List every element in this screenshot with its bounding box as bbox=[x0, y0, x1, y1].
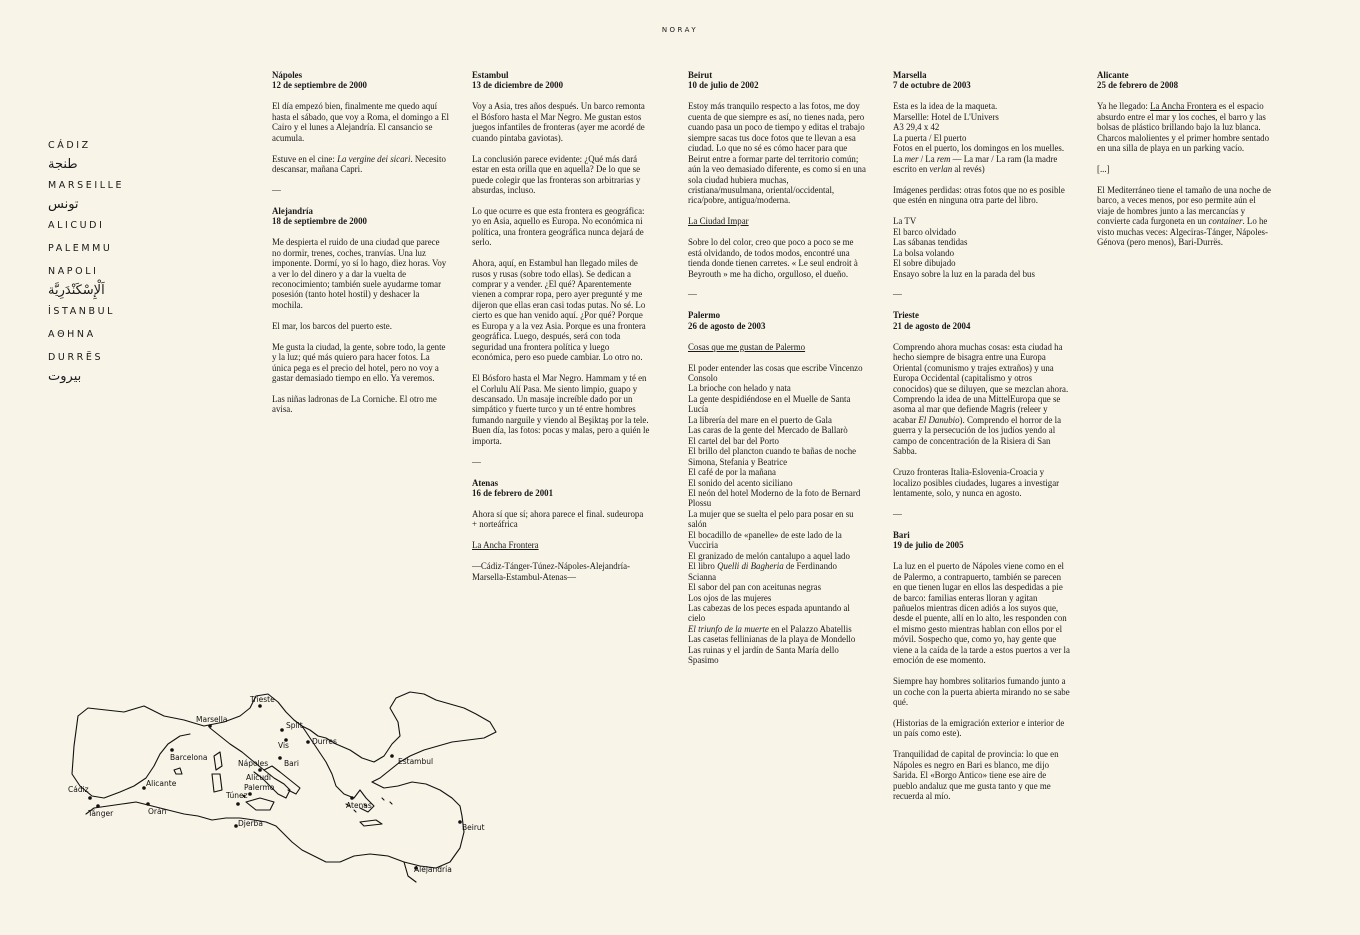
entry-paragraph: Tranquilidad de capital de provincia: lo que en Nápoles es negro en Bari es blanco, me dijo Sarida. El «Borgo Antico» tiene ese aire de pueblo andaluz que me gusta tanto y que me recuerda al mío. bbox=[893, 749, 1059, 802]
entry-date: 12 de septiembre de 2000 bbox=[272, 80, 367, 91]
journal-column-2 bbox=[472, 70, 650, 592]
map-label: Djerba bbox=[238, 819, 263, 828]
entry-paragraph: Cruzo fronteras Italia-Eslovenia-Croacia y localizo posibles ciudades, lugares a investigar lentamente, solo, y nunca en agosto. bbox=[893, 467, 1060, 499]
entry-separator: — bbox=[893, 508, 902, 519]
city-item: NAPOLI bbox=[48, 266, 99, 277]
entry-place: Trieste bbox=[893, 310, 919, 321]
map-label: Atenas bbox=[346, 801, 372, 810]
map-label: Nápoles bbox=[238, 759, 269, 768]
entry-place: Atenas bbox=[472, 477, 499, 488]
entry-place: Marsella bbox=[893, 70, 927, 80]
entry-date: 21 de agosto de 2004 bbox=[893, 320, 971, 331]
map-label: Bari bbox=[284, 759, 299, 768]
city-item: طنجة bbox=[48, 157, 78, 172]
entry-place: Alejandría bbox=[272, 205, 313, 216]
entry-title: La Ancha Frontera bbox=[472, 540, 539, 551]
entry-paragraph: Me despierta el ruido de una ciudad que parece no dormir, trenes, coches, tranvías. Una luz imponente. Dormí, yo sí lo hago, diez horas. Voy a ver lo del dinero y a dar la vuelta de reconocimiento; también suele ayudarme tomar posesión (tanto hotel hostil) y deshacer la mochila. bbox=[272, 237, 447, 310]
city-item: CÁDIZ bbox=[48, 140, 91, 151]
entry-title: La Ciudad Impar bbox=[688, 216, 749, 227]
city-item: تونس bbox=[48, 197, 79, 212]
city-item: İSTANBUL bbox=[48, 306, 116, 317]
entry-separator: — bbox=[272, 184, 281, 195]
map-label: Palermo bbox=[244, 783, 275, 792]
journal-column-3 bbox=[688, 70, 866, 676]
entry-paragraph: Ahora sí que sí; ahora parece el final. sudeuropa + norteáfrica bbox=[472, 508, 644, 530]
city-item: بيروت bbox=[48, 369, 82, 384]
entry-place: Alicante bbox=[1097, 70, 1129, 80]
entry-title: Cosas que me gustan de Palermo bbox=[688, 341, 806, 352]
entry-place: Beirut bbox=[688, 70, 713, 80]
journal-column-1 bbox=[272, 70, 450, 425]
mediterranean-sketch-map bbox=[64, 686, 500, 886]
entry-date: 10 de julio de 2002 bbox=[688, 80, 759, 91]
entry-separator: — bbox=[688, 289, 697, 300]
map-label: Barcelona bbox=[170, 753, 208, 762]
map-label: Estambul bbox=[398, 757, 434, 766]
entry-paragraph: Imágenes perdidas: otras fotos que no es posible que estén en ninguna otra parte del libro. bbox=[893, 184, 1065, 206]
entry-paragraph: Esta es la idea de la maqueta. Marsellle: Hotel de L'Univers A3 29,4 x 42 La puerta / El puerto Fotos en el puerto, los domingos en los muelles. La mer / La rem — La mar / La ram (la madre escrito en verlan al revés) bbox=[893, 101, 1065, 175]
entry-place: Nápoles bbox=[272, 70, 303, 80]
entry-list: El poder entender las cosas que escribe Vincenzo Consolo La brioche con helado y nata La gente despidiéndose en el Muelle de Santa Lucía La librería del mare en el puerto de Gala Las caras de la gente del Mercado de Ballarò El cartel del bar del Porto El brillo del plancton cuando te bañas de noche Simona, Stefania y Beatrice El café de por la mañana El sonido del acento siciliano El neón del hotel Moderno de la foto de Bernard Plossu La mujer que se suelta el pelo para posar en su salón El bocadillo de «panelle» de este lado de la Vuccìria El granizado de melón cantalupo a aquel lado El libro Quelli di Bagheria de Ferdinando Scianna El sabor del pan con aceitunas negras Los ojos de las mujeres Las cabezas de los peces espada apuntando al cielo El triunfo de la muerte en el Palazzo Abatellis Las casetas fellinianas de la playa de Mondello Las ruinas y el jardín de Santa María dello Spasimo bbox=[688, 362, 863, 666]
entry-separator: — bbox=[472, 456, 481, 467]
entry-paragraph: Me gusta la ciudad, la gente, sobre todo, la gente y la luz; qué más quiero para hacer fotos. La única pega es el precio del hotel, pero no voy a gastar demasiado tiempo en ello. Ya veremos. bbox=[272, 341, 446, 384]
entry-paragraph: Sobre lo del color, creo que poco a poco se me está olvidando, de todos modos, encontré una tienda donde tienen carretes. « Le seul endroit à Beyrouth » me ha dicho, orgulloso, el dueño. bbox=[688, 237, 858, 279]
city-item: اَلْإِسْكَنْدَرِيَّة bbox=[48, 283, 105, 298]
entry-paragraph: (Historias de la emigración exterior e interior de un país como este). bbox=[893, 717, 1065, 739]
running-header: NORAY bbox=[661, 26, 699, 34]
city-item: DURRËS bbox=[48, 352, 104, 363]
entry-paragraph: Ahora, aquí, en Estambul han llegado miles de rusos y rusas (sobre todo ellas). Se dedican a comprar y a vender. ¿El qué? Aparentemente vienen a comprar ropa, pero ayer pregunté y me dijeron que ellas eran casi todas putas. No sé. Lo cierto es que han venido aquí. ¿Por qué? Porque es Europa y a la vez Asia. Porque es una frontera geográfica. Luego, después, será con toda seguridad una frontera política y luego económica, pero eso puede cambiar. Lo otro no. bbox=[472, 258, 646, 363]
map-label: Vis bbox=[278, 741, 289, 750]
entry-paragraph: La luz en el puerto de Nápoles viene como en el de Palermo, a contrapuerto, también se parecen en que tienen lugar en ellos las despedidas a pie de barco: familias enteras lloran y agitan pañuelos mientras dicen adiós a los suyos que, desde el puente, allí en lo alto, les responden con el mismo gesto mientras hablan con ellos por el móvil. Sospecho que, como yo, hay gente que viene a la caída de la tarde a estos puertos a ver la emoción de ese momento. bbox=[893, 561, 1070, 666]
entry-paragraph: Las niñas ladronas de La Corniche. El otro me avisa. bbox=[272, 393, 437, 415]
entry-paragraph: Estoy más tranquilo respecto a las fotos, me doy cuenta de que siempre es así, no tienes nada, pero cuando pasa un poco de tiempo y editas el trabajo siempre sacas tus doce fotos que te llevan a esa ciudad. Lo que no sé es cómo hacer para que Beirut entre a formar parte del territorio común; aún la veo demasiado diferente, es como si en una sola ciudad hubiera muchas, cristiana/musulmana, oriental/occidental, rica/pobre, antigua/moderna. bbox=[688, 101, 866, 206]
city-item: ΑΘΗΝΑ bbox=[48, 329, 96, 340]
entry-paragraph: Voy a Asia, tres años después. Un barco remonta el Bósforo hasta el Mar Negro. Me gustan estos juegos infantiles de fronteras (ayer me acordé de cuando pintaba gaviotas). bbox=[472, 101, 645, 143]
city-item: ALICUDI bbox=[48, 220, 105, 231]
map-label: Trieste bbox=[250, 695, 275, 704]
map-drawing bbox=[64, 686, 500, 886]
map-label: Split bbox=[286, 721, 303, 730]
map-label: Túnez bbox=[226, 791, 248, 800]
journal-column-5 bbox=[1097, 70, 1275, 258]
map-label: Alicudi bbox=[246, 773, 272, 782]
entry-paragraph: El día empezó bien, finalmente me quedo aquí hasta el sábado, que voy a Roma, el domingo a El Cairo y el lunes a Alejandría. El cansancio se acumula. bbox=[272, 101, 449, 143]
entry-date: 26 de agosto de 2003 bbox=[688, 320, 766, 331]
city-item: PALEMMU bbox=[48, 243, 113, 254]
entry-paragraph: [...] bbox=[1097, 164, 1110, 175]
entry-paragraph: Comprendo ahora muchas cosas: esta ciudad ha hecho siempre de bisagra entre una Europa Oriental (comunismo y trajes extraños) y una Europa Occidental (capitalismo y otros conocidos) que se diluyen, que se mezclan ahora. Comprendo la idea de una MittelEuropa que se asoma al mar que defiende Magris (releer y acabar El Danubio). Comprendo el horror de la guerra y la persecución de los judíos yendo al campo de concentración de la Risiera di San Sabba. bbox=[893, 341, 1069, 457]
entry-place: Estambul bbox=[472, 70, 509, 80]
entry-paragraph: —Cádiz-Tánger-Túnez-Nápoles-Alejandría-Marsella-Estambul-Atenas— bbox=[472, 561, 631, 582]
entry-place: Bari bbox=[893, 529, 910, 540]
map-label: Durres bbox=[312, 737, 337, 746]
map-label: Marsella bbox=[196, 715, 228, 724]
entry-list: La TV El barco olvidado Las sábanas tendidas La bolsa volando El sobre dibujado Ensayo sobre la luz en la parada del bus bbox=[893, 216, 1035, 279]
map-label: Beirut bbox=[462, 823, 485, 832]
entry-date: 18 de septiembre de 2000 bbox=[272, 216, 367, 227]
entry-separator: — bbox=[893, 289, 902, 300]
map-label: Tánger bbox=[88, 809, 114, 818]
map-label: Cádiz bbox=[68, 785, 89, 794]
entry-paragraph: La conclusión parece evidente: ¿Qué más dará estar en esta orilla que en aquella? De lo que se puede colegir que las fronteras son arbitrarias y absurdas, incluso. bbox=[472, 153, 641, 195]
city-item: MARSEILLE bbox=[48, 180, 125, 191]
journal-column-4 bbox=[893, 70, 1071, 812]
entry-paragraph: Siempre hay hombres solitarios fumando junto a un coche con la puerta abierta mirando no se sabe qué. bbox=[893, 676, 1070, 708]
map-label: Alicante bbox=[146, 779, 177, 788]
entry-paragraph: El mar, los barcos del puerto este. bbox=[272, 320, 392, 331]
entry-date: 25 de febrero de 2008 bbox=[1097, 80, 1179, 91]
entry-paragraph: El Bósforo hasta el Mar Negro. Hammam y té en el Corlulu Alí Pasa. Me siento limpio, guapo y descansado. Un masaje increíble dado por un simpático y fuerte turco y un té entre hombres fumando narguile y viendo al Beşiktaş por la tele. Buen día, las fotos: pocas y malas, pero a quién le importa. bbox=[472, 373, 650, 446]
map-label: Orán bbox=[148, 807, 167, 816]
entry-place: Palermo bbox=[688, 310, 721, 321]
entry-date: 13 de diciembre de 2000 bbox=[472, 80, 564, 91]
entry-date: 19 de julio de 2005 bbox=[893, 540, 964, 551]
city-list bbox=[48, 140, 168, 392]
entry-date: 16 de febrero de 2001 bbox=[472, 488, 554, 499]
entry-paragraph: El Mediterráneo tiene el tamaño de una noche de barco, a veces menos, por eso permite aún el viaje de hombres junto a las mercancías y convierte cada furgoneta en un container. Lo he visto muchas veces: Algeciras-Tánger, Nápoles-Génova (pero menos), Bari-Durrës. bbox=[1097, 184, 1271, 248]
map-label: Alejandría bbox=[414, 865, 452, 874]
entry-paragraph: Lo que ocurre es que esta frontera es geográfica: yo en Asia, aquello es Europa. No económica ni política, una frontera geográfica nunca dejará de serlo. bbox=[472, 205, 645, 248]
entry-paragraph: Estuve en el cine: La vergine dei sicari. Necesito descansar, mañana Capri. bbox=[272, 153, 446, 175]
entry-date: 7 de octubre de 2003 bbox=[893, 80, 971, 91]
entry-paragraph: Ya he llegado: La Ancha Frontera es el espacio absurdo entre el mar y los coches, el barro y las bolsas de plástico brillando bajo la luz blanca. Charcos malolientes y el primer hombre sentado en una silla de playa en un parking vacío. bbox=[1097, 101, 1270, 154]
